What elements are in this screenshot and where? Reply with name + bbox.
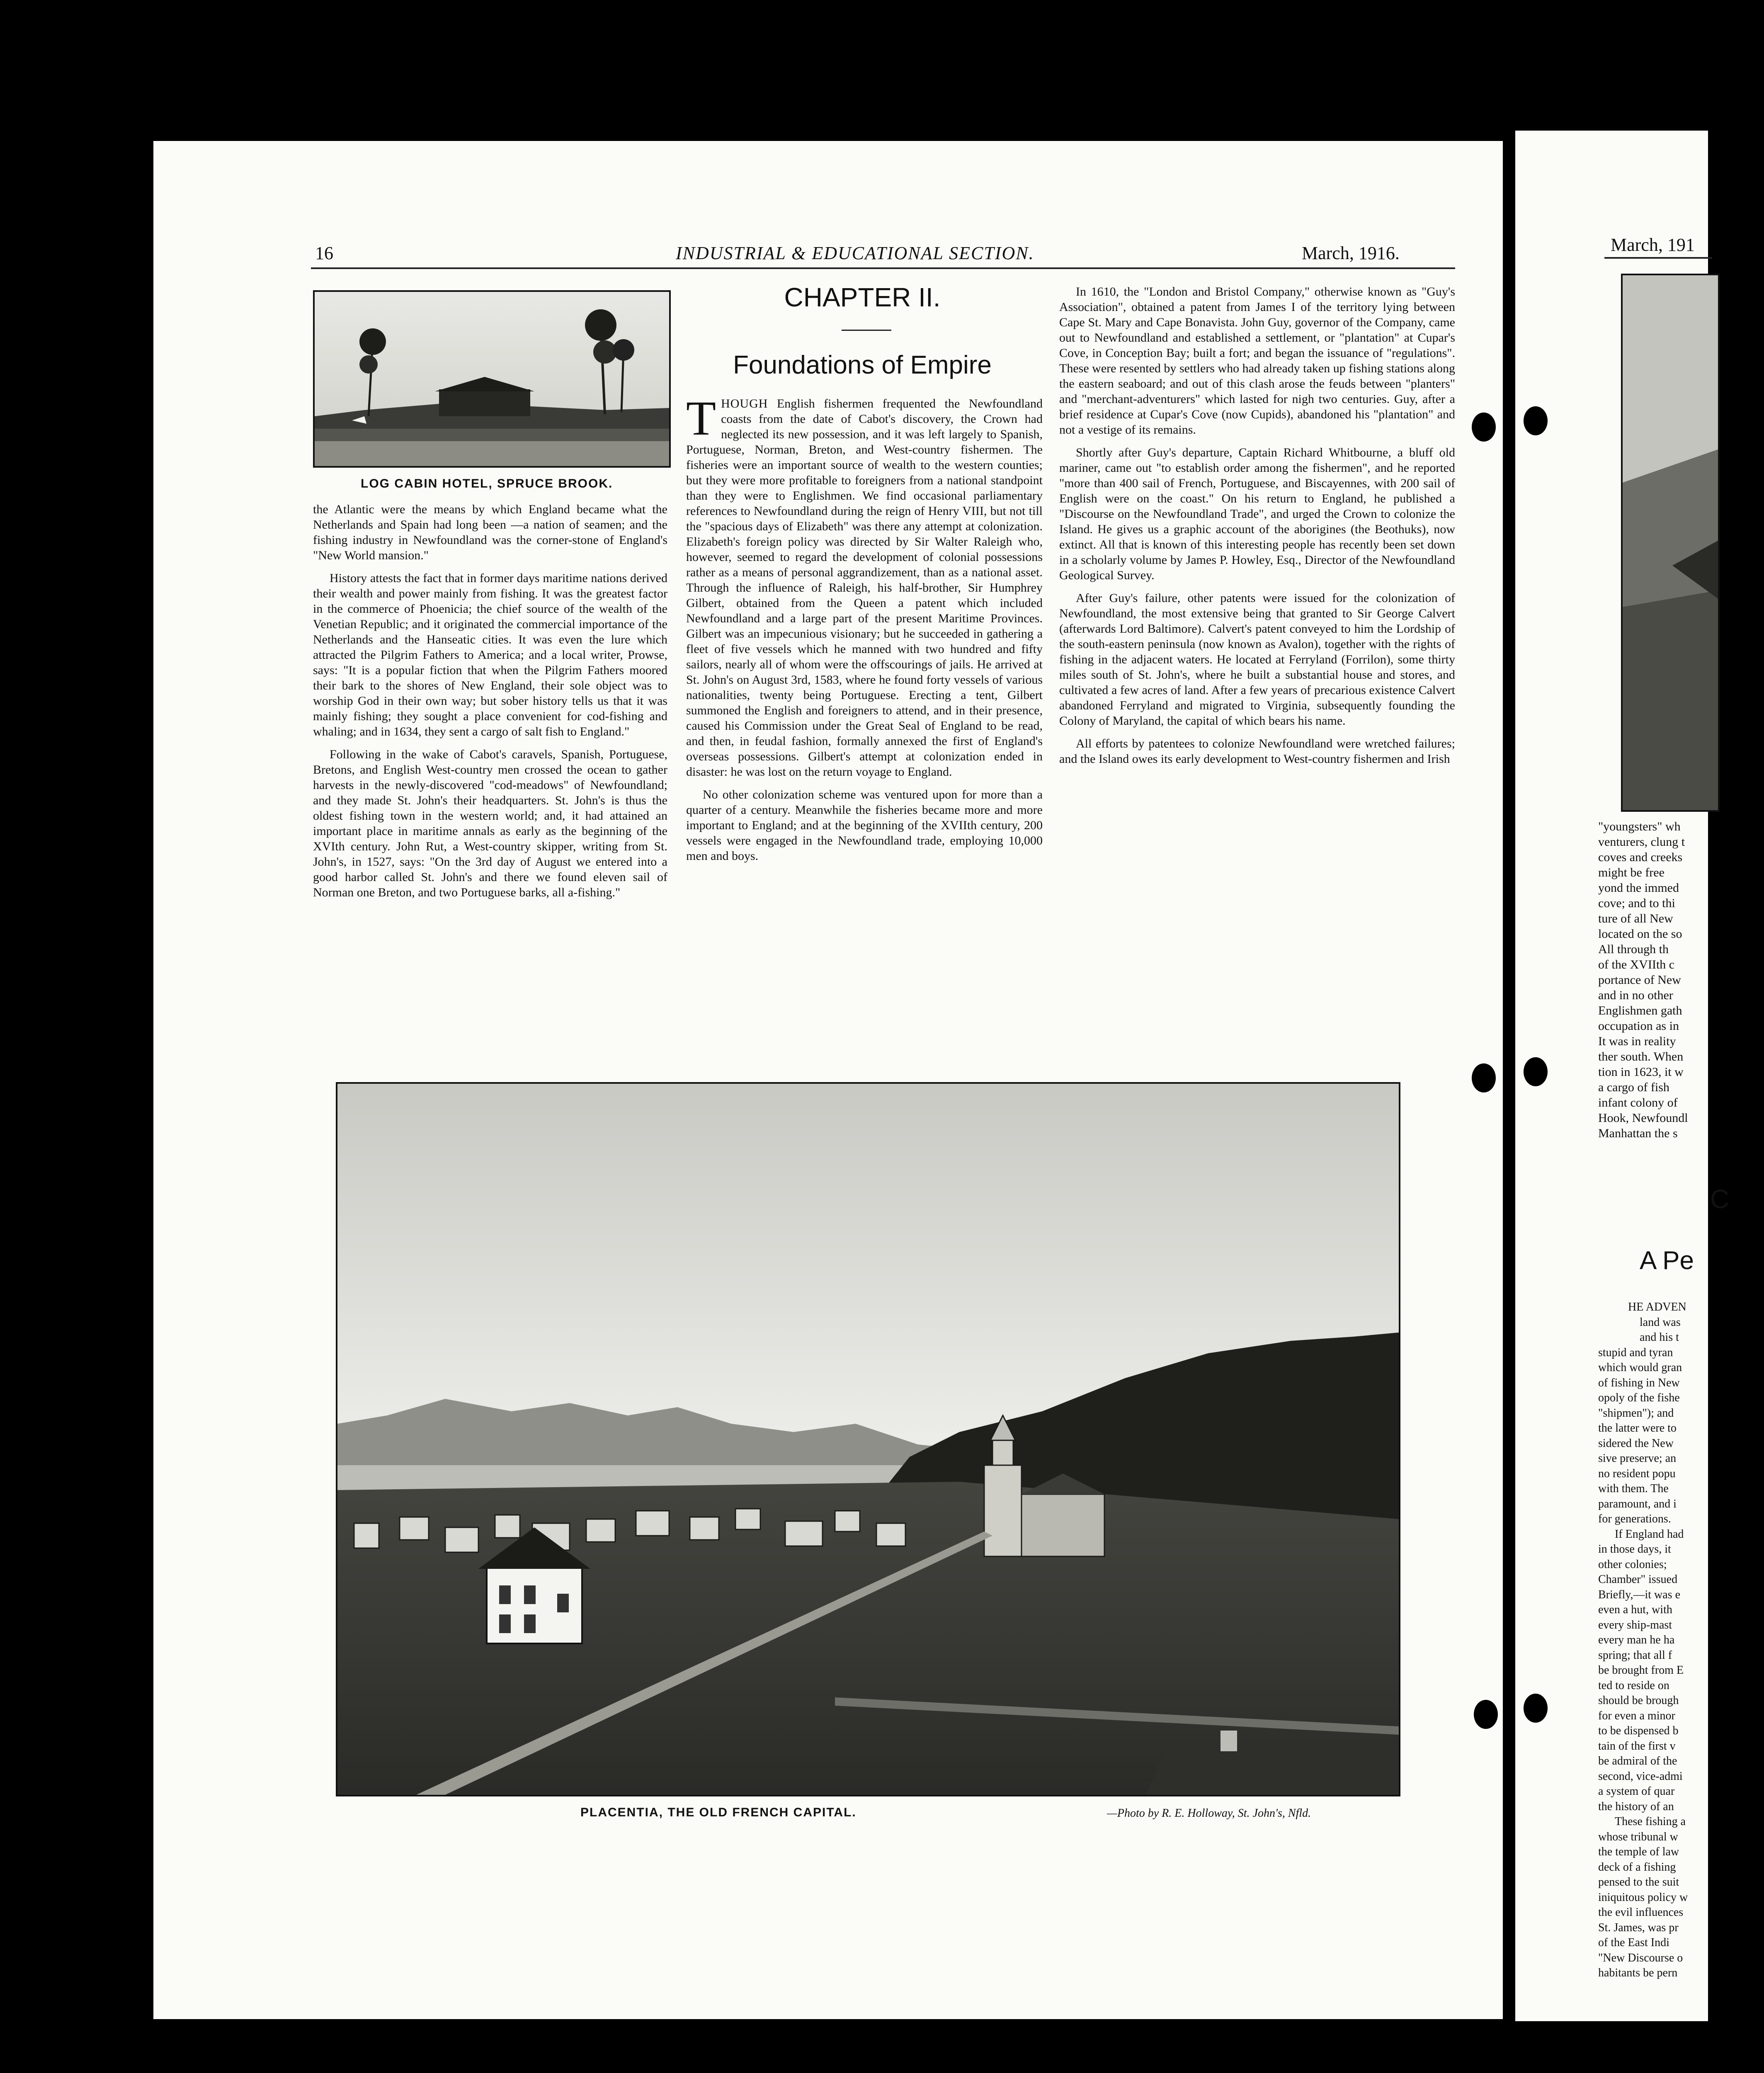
col1-paragraph-2: History attests the fact that in former days maritime nations derived their wealth and power mainly from fishing. It was the greatest factor in the commerce of Phoenicia; the chief source of the wealth of the Venetian Republic; and it originated the commercial importance of the Netherlands and the Hanseatic cities. It was even the lure which attracted the Pilgrim Fathers to America; and a local writer, Prowse, says: "It is a popular fiction that when the Pilgrim Fathers moored their bark to the shores of New England, their sole object was to worship God in their own way; but sober history tells us that it was mainly fishing; they sought a place convenient for cod-fishing and whaling; and in 1634, they sent a cargo of salt fish to England.": [313, 571, 667, 738]
next-line: the evil influences: [1598, 1906, 1684, 1919]
next-line: in those days, it: [1598, 1543, 1671, 1556]
next-line: tion in 1623, it w: [1598, 1065, 1684, 1079]
col3-paragraph-3: After Guy's failure, other patents were issued for the colonization of Newfoundland, the most extensive being that granted to Sir George Calvert (afterwards Lord Baltimore). Calvert's patent conveyed to him the Lordship of the south-eastern peninsula (now known as Avalon), together with the rights of fishing in the adjacent waters. He located at Ferryland (Forrilon), some thirty miles south of St. John's, where he built a substantial house and stores, and cultivated a few acres of land. After a few years of precarious existence Calvert abandoned Ferryland and migrated to Virginia, subsequently founding the Colony of Maryland, the capital of which bears his name.: [1059, 591, 1455, 728]
next-line: be admiral of the: [1598, 1755, 1677, 1767]
column-1: [313, 502, 667, 908]
chapter-rule: [842, 330, 891, 331]
next-line: even a hut, with: [1598, 1603, 1672, 1616]
binder-hole: [1524, 406, 1548, 435]
next-line: sidered the New: [1598, 1437, 1674, 1450]
binder-hole: [1524, 1694, 1548, 1723]
col3-paragraph-2: Shortly after Guy's departure, Captain Richard Whitbourne, a bluff old mariner, came out "to establish order among the fishermen", and he reported "more than 400 sail of French, Portuguese, and Biscayennes, with 200 sail of English were on the coast." On his return to England, he published a "Discourse on the Newfoundland Trade", and urged the Crown to colonize the Island. He gives us a graphic account of the aborigines (the Beothuks), now extinct. All that is known of this interesting people has recently been set down in a scholarly volume by James P. Howley, Esq., Director of the Newfoundland Geological Survey.: [1059, 446, 1455, 582]
page: [153, 141, 1503, 2019]
next-line: sive preserve; an: [1598, 1452, 1677, 1465]
next-line: for even a minor: [1598, 1709, 1675, 1722]
next-line: be brought from E: [1598, 1664, 1684, 1677]
next-line: "New Discourse o: [1598, 1951, 1683, 1964]
next-line: every ship-mast: [1598, 1618, 1672, 1631]
next-line: portance of New: [1598, 973, 1681, 987]
next-line: coves and creeks: [1598, 850, 1683, 864]
next-line: which would gran: [1598, 1361, 1682, 1374]
next-line: It was in reality: [1598, 1034, 1676, 1048]
next-line: of the East Indi: [1598, 1936, 1669, 1949]
placentia-caption: PLACENTIA, THE OLD FRENCH CAPITAL.: [580, 1806, 857, 1819]
next-line: spring; that all f: [1598, 1648, 1672, 1662]
next-page-column-a: [1598, 819, 1723, 1141]
binder-hole: [1472, 1063, 1496, 1092]
next-line: and his t: [1640, 1331, 1679, 1344]
next-line: a system of quar: [1598, 1785, 1675, 1798]
next-page-column-b: [1598, 1300, 1723, 1981]
next-line: for generations.: [1598, 1512, 1671, 1525]
next-line: cove; and to thi: [1598, 896, 1675, 910]
photo-credit: —Photo by R. E. Holloway, St. John's, Nfld.: [1107, 1807, 1311, 1820]
lead-caps: HOUGH: [721, 397, 768, 410]
next-line: located on the so: [1598, 927, 1682, 941]
col3-paragraph-1: In 1610, the "London and Bristol Company," otherwise known as "Guy's Association", obtained a patent from James I of the territory lying between Cape St. Mary and Cape Bonavista. John Guy, governor of the Company, came out to Newfoundland and established a settlement, or "plantation" at Cupar's Cove, in Conception Bay; built a fort; and began the issuance of "regulations". These were resented by settlers who had already taken up fishing stations along the eastern seaboard; and out of this clash arose the feuds between "planters" and "merchant-adventurers" which lasted for nigh two centuries. Guy, after a brief residence at Cupar's Cove (now Cupids), abandoned his "plantation" and not a vestige of its remains.: [1059, 285, 1455, 437]
col3-paragraph-4: All efforts by patentees to colonize Newfoundland were wretched failures; and the Island owes its early development to West-country fishermen and Irish: [1059, 737, 1455, 766]
next-line: with them. The: [1598, 1482, 1669, 1495]
col2-paragraph-1: [686, 391, 1043, 779]
page-number: 16: [315, 243, 333, 263]
next-line: Chamber" issued: [1598, 1573, 1678, 1586]
col1-paragraph-3: Following in the wake of Cabot's caravels, Spanish, Portuguese, Bretons, and English West-country men crossed the ocean to gather harvests in the newly-discovered "cod-meadows" of Newfoundland; and they made St. John's their headquarters. St. John's is thus the oldest fishing town in the western world; and, it had attained an important place in maritime annals as early as the beginning of the XVIth century. John Rut, a West-country skipper, writing from St. John's, in 1527, says: "On the 3rd day of August we entered into a good harbor called St. John's and there we found eleven sail of Norman one Breton, and two Portuguese barks, all a-fishing.": [313, 748, 667, 899]
chapter-label: CHAPTER II.: [784, 282, 941, 312]
binder-hole: [1474, 1700, 1498, 1729]
next-line: the latter were to: [1598, 1422, 1677, 1435]
next-line: yond the immed: [1598, 881, 1679, 895]
col1-paragraph-1: the Atlantic were the means by which England became what the Netherlands and Spain had long been —a nation of seamen; and the fishing industry in Newfoundland was the corner-stone of England's "New World mansion.": [313, 502, 667, 562]
next-line: of fishing in New: [1598, 1376, 1680, 1389]
header-date: March, 1916.: [1302, 243, 1400, 263]
next-line: All through th: [1598, 942, 1669, 956]
header-rule: [311, 267, 1455, 269]
next-line: ted to reside on: [1598, 1679, 1669, 1692]
drop-cap: T: [686, 391, 716, 445]
next-line: venturers, clung t: [1598, 835, 1685, 849]
next-line: and in no other: [1598, 988, 1673, 1002]
next-title-fragment: A Pe: [1640, 1246, 1694, 1275]
next-line: habitants be pern: [1598, 1966, 1678, 1979]
next-line: tain of the first v: [1598, 1739, 1676, 1753]
log-cabin-image: [315, 292, 669, 466]
log-cabin-photo: [313, 290, 671, 468]
next-line: to be dispensed b: [1598, 1724, 1679, 1737]
next-line: These fishing a: [1615, 1815, 1686, 1828]
next-line: Manhattan the s: [1598, 1126, 1678, 1140]
binder-hole: [1524, 1057, 1548, 1086]
next-line: pensed to the suit: [1598, 1876, 1679, 1889]
next-chapter-fragment: C: [1710, 1184, 1730, 1214]
binder-hole: [1472, 413, 1496, 442]
next-line: "shipmen"); and: [1598, 1406, 1674, 1420]
next-line: land was: [1640, 1316, 1681, 1329]
next-line: no resident popu: [1598, 1467, 1676, 1480]
next-line: Englishmen gath: [1598, 1004, 1682, 1017]
next-line: should be brough: [1598, 1694, 1679, 1707]
next-line: iniquitous policy w: [1598, 1891, 1688, 1904]
chapter-title: Foundations of Empire: [733, 351, 992, 379]
next-line: infant colony of: [1598, 1096, 1678, 1109]
next-line: Briefly,—it was e: [1598, 1588, 1681, 1601]
next-line: opoly of the fishe: [1598, 1391, 1680, 1404]
col2-paragraph-1-text: English fishermen frequented the Newfoundland coasts from the date of Cabot's discovery, the Crown had neglected its new possession, and it was left largely to Spanish, Portuguese, Norman, Breton, and West-country fishermen. The fisheries were an important source of wealth to the western counties; but they were more profitable to foreigners from a national standpoint than they were to Englishmen. We find occasional parliamentary references to Newfoundland during the reign of Henry VIII, but not till the "spacious days of Elizabeth" was there any attempt at colonization. Elizabeth's foreign policy was directed by Sir Walter Raleigh who, however, seemed to regard the development of colonial possessions rather as a means of personal aggrandizement, than as a national asset. Through the influence of Raleigh, his half-brother, Sir Humphrey Gilbert, obtained from the Queen a patent which included Newfoundland and a large part of the present Maritime Provinces. Gilbert was an impecunious visionary; but he succeeded in gathering a fleet of five vessels which he manned with two hundred and fifty sailors, nearly all of whom were the offscourings of jails. He arrived at St. John's on August 3rd, 1583, where he found forty vessels of various nationalities, twenty being Portuguese. Erecting a tent, Gilbert summoned the English and foreigners to attend, and in their presence, caused his Commission under the Great Seal of England to be read, and then, in feudal fashion, formally annexed the first of England's overseas possessions. Gilbert's attempt at colonization ended in disaster: he was lost on the return voyage to England.: [686, 397, 1043, 779]
next-line: occupation as in: [1598, 1019, 1679, 1033]
next-page: [1515, 131, 1730, 2021]
next-line: If England had: [1615, 1527, 1684, 1541]
log-cabin-caption: LOG CABIN HOTEL, SPRUCE BROOK.: [361, 477, 613, 490]
next-line: "youngsters" wh: [1598, 820, 1681, 833]
next-line: might be free: [1598, 866, 1665, 879]
next-line: every man he ha: [1598, 1634, 1675, 1646]
next-line: other colonies;: [1598, 1558, 1667, 1571]
next-line: St. James, was pr: [1598, 1921, 1679, 1934]
next-line: deck of a fishing: [1598, 1860, 1676, 1874]
column-2: [686, 391, 1043, 871]
next-line: paramount, and i: [1598, 1497, 1677, 1510]
next-line: the history of an: [1598, 1800, 1674, 1813]
next-page-image: [1623, 275, 1718, 810]
next-line: HE ADVEN: [1628, 1301, 1686, 1313]
column-3: [1059, 284, 1455, 774]
next-page-date: March, 191: [1611, 235, 1695, 255]
next-line: whose tribunal w: [1598, 1830, 1678, 1843]
next-line: a cargo of fish: [1598, 1080, 1669, 1094]
next-line: ture of all New: [1598, 912, 1673, 925]
next-page-rule: [1604, 257, 1712, 259]
next-line: stupid and tyran: [1598, 1346, 1673, 1359]
placentia-image: [337, 1084, 1399, 1795]
section-title: INDUSTRIAL & EDUCATIONAL SECTION.: [676, 243, 1034, 263]
next-line: of the XVIIth c: [1598, 958, 1675, 971]
next-line: Hook, Newfoundl: [1598, 1111, 1688, 1125]
next-page-photo: [1621, 274, 1720, 812]
next-line: second, vice-admi: [1598, 1770, 1683, 1783]
next-line: the temple of law: [1598, 1845, 1679, 1858]
next-line: ther south. When: [1598, 1050, 1684, 1063]
col2-paragraph-2: No other colonization scheme was ventured upon for more than a quarter of a century. Meanwhile the fisheries became more and more important to England; and at the beginning of the XVIIth century, 200 vessels were engaged in the Newfoundland trade, employing 10,000 men and boys.: [686, 788, 1043, 863]
placentia-photo: [336, 1082, 1400, 1796]
